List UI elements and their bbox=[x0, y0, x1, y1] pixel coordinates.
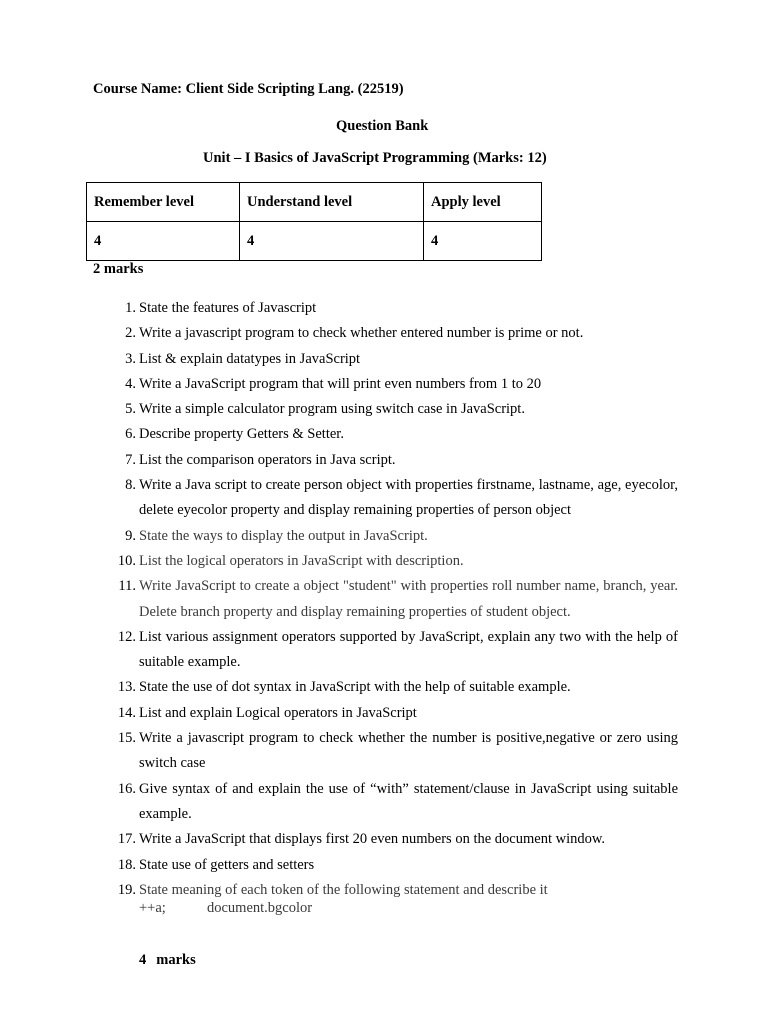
value-apply-level: 4 bbox=[424, 222, 542, 261]
question-text: State use of getters and setters bbox=[139, 856, 315, 873]
levels-table bbox=[86, 182, 542, 261]
value-remember-level: 4 bbox=[87, 222, 240, 261]
question-text: Describe property Getters & Setter. bbox=[139, 426, 344, 443]
question-number: 16. bbox=[117, 780, 136, 797]
section-4-marks-number: 4 bbox=[139, 952, 147, 968]
question-text: Write a javascript program to check whether the number is positive,negative or zero using switch case bbox=[139, 730, 678, 772]
document-title-text: Question Bank bbox=[336, 118, 429, 134]
section-heading-4-marks bbox=[139, 952, 196, 969]
question-number: 12. bbox=[117, 628, 136, 645]
question-text: Give syntax of and explain the use of “with” statement/clause in JavaScript using suitable example. bbox=[139, 780, 678, 822]
question-text: Write a JavaScript that displays first 20 even numbers on the document window. bbox=[139, 831, 605, 848]
question-item bbox=[112, 397, 678, 422]
levels-value-row bbox=[87, 222, 542, 261]
question-item bbox=[112, 726, 678, 777]
question-number: 8. bbox=[125, 477, 136, 494]
question-text: State the ways to display the output in JavaScript. bbox=[139, 527, 428, 544]
question-text: State the features of Javascript bbox=[139, 300, 317, 316]
question-text: List and explain Logical operators in JavaScript bbox=[139, 704, 417, 721]
question-item bbox=[112, 422, 678, 447]
question-number: 3. bbox=[125, 350, 136, 367]
value-understand-level: 4 bbox=[240, 222, 424, 261]
question-text: Write a javascript program to check whether entered number is prime or not. bbox=[139, 325, 584, 342]
question-item bbox=[112, 372, 678, 397]
section-4-marks-label: marks bbox=[156, 952, 196, 968]
code-statement bbox=[139, 900, 313, 917]
question-number: 18. bbox=[117, 856, 136, 873]
question-text: Write a JavaScript program that will print even numbers from 1 to 20 bbox=[139, 375, 542, 392]
unit-title: Unit – I Basics of JavaScript Programming (Marks: 12) bbox=[203, 150, 547, 166]
question-number: 11. bbox=[118, 578, 136, 595]
question-item bbox=[112, 827, 678, 852]
question-item bbox=[112, 853, 678, 878]
question-item bbox=[112, 675, 678, 700]
question-item bbox=[112, 321, 678, 346]
question-text: List the logical operators in JavaScript with description. bbox=[139, 552, 464, 569]
question-number: 9. bbox=[125, 527, 136, 544]
section-heading-2-marks: 2 marks bbox=[93, 261, 144, 277]
code-token-increment: ++a; bbox=[139, 900, 166, 916]
levels-header-row bbox=[87, 183, 542, 222]
question-number: 7. bbox=[125, 451, 136, 468]
question-list bbox=[112, 296, 678, 903]
question-item bbox=[112, 448, 678, 473]
question-number: 19. bbox=[117, 881, 136, 898]
question-text: State meaning of each token of the following statement and describe it bbox=[139, 881, 548, 898]
question-number: 5. bbox=[125, 401, 136, 418]
code-token-bgcolor: document.bgcolor bbox=[207, 900, 313, 916]
header-remember-level: Remember level bbox=[87, 183, 240, 222]
question-item bbox=[112, 524, 678, 549]
question-number: 15. bbox=[117, 730, 136, 747]
question-item bbox=[112, 347, 678, 372]
question-number: 14. bbox=[117, 704, 136, 721]
question-item bbox=[112, 574, 678, 625]
question-item bbox=[112, 296, 678, 321]
question-number: 13. bbox=[117, 679, 136, 696]
question-item bbox=[112, 701, 678, 726]
question-number: 1. bbox=[125, 300, 136, 316]
question-number: 17. bbox=[117, 831, 136, 848]
question-item bbox=[112, 549, 678, 574]
header-apply-level: Apply level bbox=[424, 183, 542, 222]
question-item bbox=[112, 777, 678, 828]
header-understand-level: Understand level bbox=[240, 183, 424, 222]
question-text: List & explain datatypes in JavaScript bbox=[139, 350, 361, 367]
question-number: 6. bbox=[125, 426, 136, 443]
question-item bbox=[112, 878, 678, 903]
question-text: Write JavaScript to create a object "student" with properties roll number name, branch, year. Delete branch property and display remaining properties of student object. bbox=[139, 578, 678, 620]
question-text: Write a simple calculator program using switch case in JavaScript. bbox=[139, 401, 525, 418]
question-text: State the use of dot syntax in JavaScript with the help of suitable example. bbox=[139, 679, 571, 696]
course-name: Course Name: Client Side Scripting Lang. (22519) bbox=[93, 81, 404, 97]
question-number: 2. bbox=[125, 325, 136, 342]
question-text: List the comparison operators in Java script. bbox=[139, 451, 396, 468]
question-item bbox=[112, 473, 678, 524]
question-item bbox=[112, 625, 678, 676]
question-number: 10. bbox=[117, 552, 136, 569]
question-text: List various assignment operators supported by JavaScript, explain any two with the help of suitable example. bbox=[139, 628, 678, 671]
question-text: Write a Java script to create person object with properties firstname, lastname, age, eyecolor, delete eyecolor property and display remaining properties of person object bbox=[139, 477, 678, 519]
question-number: 4. bbox=[125, 375, 136, 392]
